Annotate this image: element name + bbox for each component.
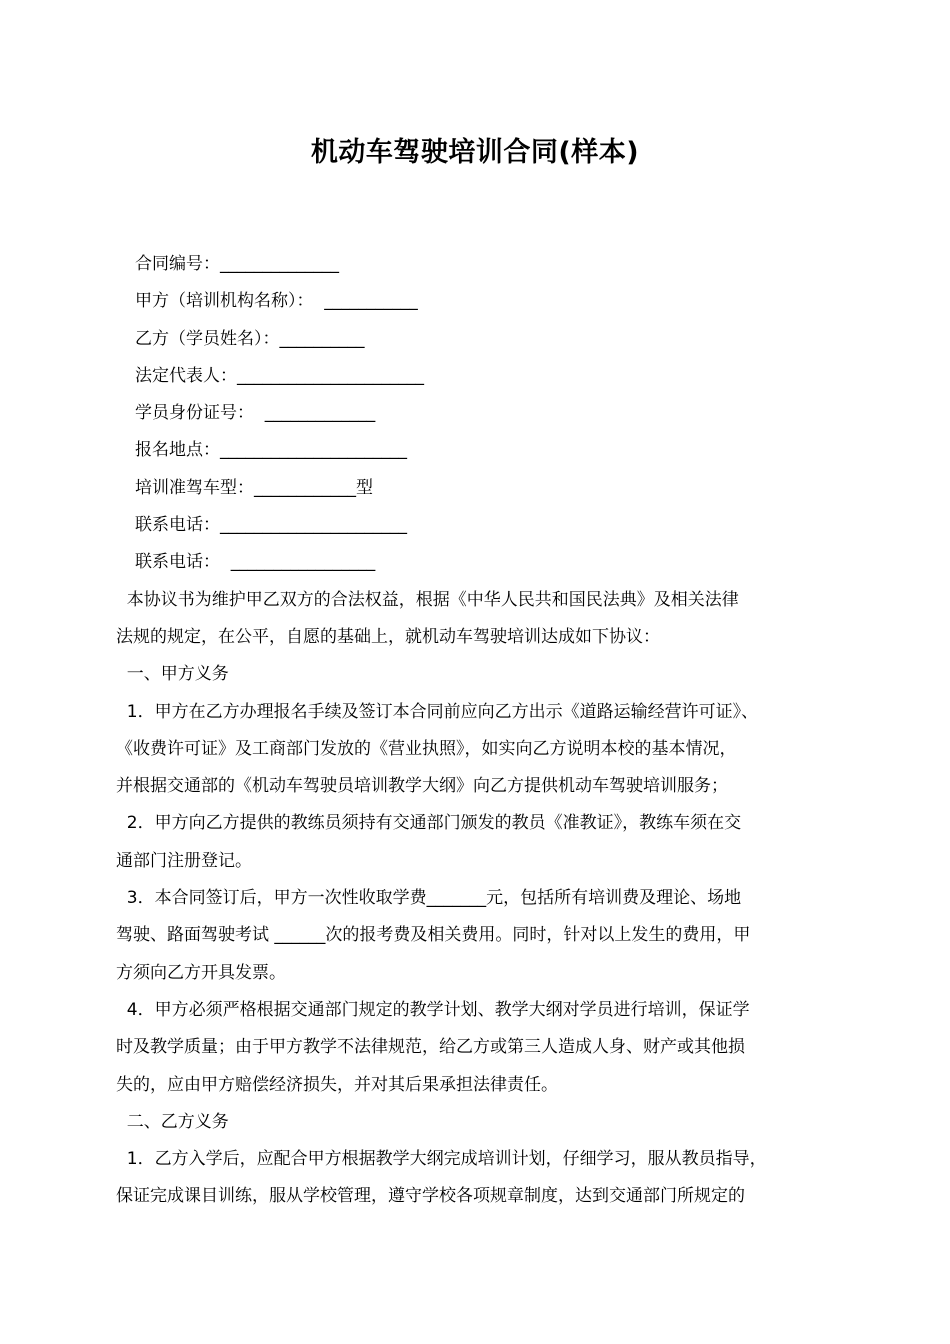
text-line: 驾驶、路面驾驶考试 ______次的报考费及相关费用。同时，针对以上发生的费用，甲	[116, 925, 751, 946]
section-heading: 二、乙方义务	[116, 1111, 229, 1132]
section-heading: 一、甲方义务	[116, 664, 229, 685]
text-line: 本协议书为维护甲乙双方的合法权益，根据《中华人民共和国民法典》及相关法律	[116, 589, 739, 610]
field-party-a: 甲方（培训机构名称）： ___________	[135, 291, 418, 312]
text-line: 《收费许可证》及工商部门发放的《营业执照》，如实向乙方说明本校的基本情况，	[116, 738, 737, 759]
text-line: 1．甲方在乙方办理报名手续及签订本合同前应向乙方出示《道路运输经营许可证》、	[116, 701, 759, 722]
field-phone-1: 联系电话：______________________	[135, 515, 407, 536]
field-contract-number: 合同编号：______________	[135, 254, 339, 274]
text-line: 失的，应由甲方赔偿经济损失，并对其后果承担法律责任。	[116, 1074, 558, 1095]
text-line: 4．甲方必须严格根据交通部门规定的教学计划、教学大纲对学员进行培训，保证学	[116, 999, 750, 1020]
text-line: 并根据交通部的《机动车驾驶员培训教学大纲》向乙方提供机动车驾驶培训服务；	[116, 776, 728, 797]
field-registration-place: 报名地点：______________________	[135, 440, 407, 461]
text-line: 3．本合同签订后，甲方一次性收取学费_______元，包括所有培训费及理论、场地	[116, 888, 742, 909]
field-legal-representative: 法定代表人：______________________	[135, 365, 424, 386]
field-vehicle-class: 培训准驾车型：____________型	[135, 477, 373, 498]
text-line: 保证完成课目训练，服从学校管理，遵守学校各项规章制度，达到交通部门所规定的	[116, 1186, 745, 1207]
text-line: 法规的规定，在公平，自愿的基础上，就机动车驾驶培训达成如下协议：	[116, 626, 660, 647]
text-line: 时及教学质量；由于甲方教学不法律规范，给乙方或第三人造成人身、财产或其他损	[116, 1037, 745, 1058]
field-student-id: 学员身份证号： _____________	[135, 403, 376, 424]
field-phone-2: 联系电话： _________________	[135, 552, 376, 573]
field-party-b: 乙方（学员姓名）：__________	[135, 328, 365, 349]
text-line: 方须向乙方开具发票。	[116, 962, 286, 983]
document-body	[116, 246, 838, 1216]
text-line: 2．甲方向乙方提供的教练员须持有交通部门颁发的教员《准教证》，教练车须在交	[116, 813, 742, 834]
text-line: 通部门注册登记。	[116, 850, 252, 871]
text-line: 1．乙方入学后，应配合甲方根据教学大纲完成培训计划，仔细学习，服从教员指导，	[116, 1149, 767, 1170]
document-title: 机动车驾驶培训合同(样本)	[310, 137, 640, 168]
